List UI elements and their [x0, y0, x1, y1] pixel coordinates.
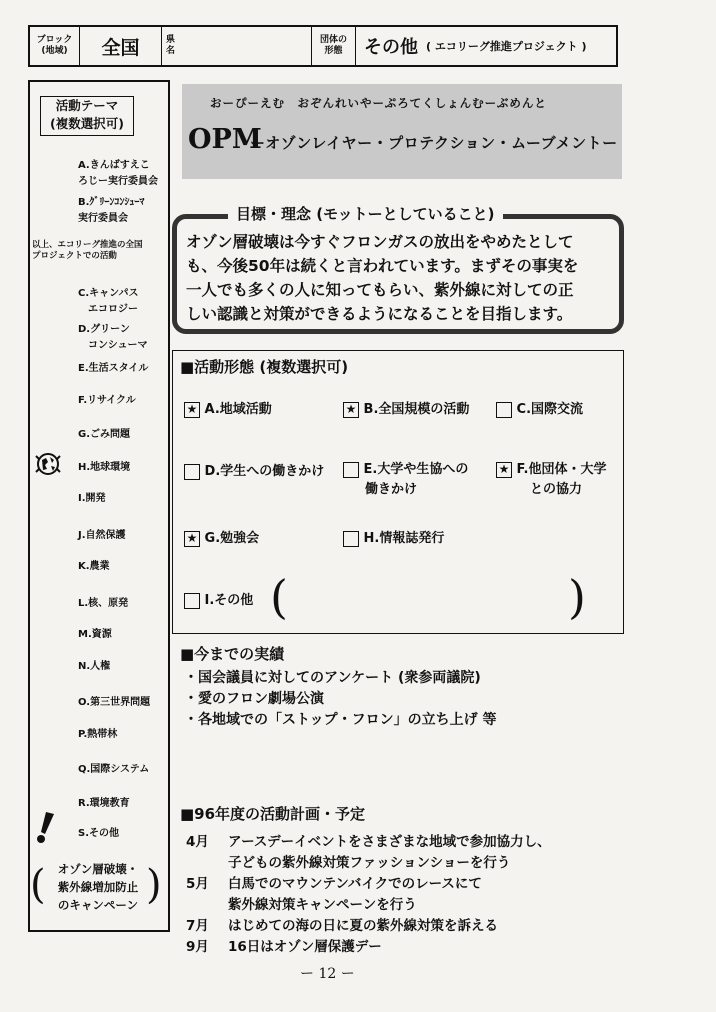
sidebar-item-o: O.第三世界問題 [78, 697, 151, 708]
block-label-line2: (地域) [41, 46, 68, 56]
option-i-checkbox[interactable] [184, 593, 200, 609]
plan-row-apr [186, 832, 551, 853]
plan-month: 4月 [186, 834, 209, 850]
sidebar-item-l: L.核、原発 [78, 598, 129, 609]
type-label-line2: 形態 [324, 46, 343, 56]
type-label [312, 27, 356, 65]
option-f-label-line2: との協力 [530, 482, 583, 497]
plan-heading: ■96年度の活動計画・予定 [180, 805, 366, 823]
other-paren-open: ( [270, 570, 288, 624]
type-label-line1: 団体の [319, 35, 347, 45]
option-e[interactable] [343, 460, 468, 500]
option-d-checkbox[interactable] [184, 464, 200, 480]
exclamation-icon [32, 810, 60, 844]
goal-title: 目標・理念 (モットーとしていること) [228, 203, 503, 224]
opm-reading: おーぴーえむ おぞんれいやーぷろてくしょんむーぶめんと [210, 96, 547, 110]
plan-row-may-cont: 紫外線対策キャンペーンを行う [228, 897, 417, 913]
sidebar-item-c-line1: C.キャンパス [78, 288, 139, 299]
achievement-item: ・各地域での「ストップ・フロン」の立ち上げ 等 [184, 712, 497, 728]
plan-month: 7月 [186, 918, 209, 934]
option-d-label: D.学生への働きかけ [204, 464, 325, 479]
goal-text [186, 230, 614, 326]
option-h-checkbox[interactable] [343, 531, 359, 547]
sidebar-item-b-line2: 実行委員会 [78, 213, 128, 224]
option-b-label: B.全国規模の活動 [363, 402, 470, 417]
sidebar-item-k: K.農業 [78, 561, 110, 572]
sidebar-item-a-line2: ろじー実行委員会 [78, 176, 158, 187]
sidebar-item-g: G.ごみ問題 [78, 429, 131, 440]
block-label-line1: ブロック [36, 35, 73, 45]
plan-row-sep [186, 937, 551, 958]
plan-row-apr-cont: 子どもの紫外線対策ファッションショーを行う [228, 855, 511, 871]
sidebar-item-p: P.熱帯林 [78, 729, 118, 740]
goal-line-2: も、今後50年は続くと言われています。まずその事実を [186, 257, 579, 275]
goal-line-1: オゾン層破壊は今すぐフロンガスの放出をやめたとして [186, 233, 574, 251]
option-g-label: G.勉強会 [204, 531, 260, 546]
achievement-item: ・国会議員に対してのアンケート (衆参両議院) [184, 670, 481, 686]
opm-acronym: OPM [188, 124, 262, 155]
header-table [28, 25, 618, 67]
type-value-cell [356, 27, 616, 65]
theme-subheading: (複数選択可) [50, 116, 124, 131]
option-c[interactable] [496, 398, 583, 418]
plan-month: 5月 [186, 876, 209, 892]
sidebar-item-j: J.自然保護 [78, 530, 126, 541]
achievements-list [184, 668, 496, 731]
option-d[interactable] [184, 460, 324, 480]
sidebar-item-i: I.開発 [78, 493, 106, 504]
sidebar-item-q: Q.国際システム [78, 764, 150, 775]
type-value: その他 [364, 37, 418, 58]
sidebar-item-a-line1: A.きんばすえこ [78, 160, 150, 171]
option-h[interactable] [343, 527, 444, 547]
sidebar-note [32, 240, 143, 262]
goal-line-3: 一人でも多くの人に知ってもらい、紫外線に対しての正 [186, 281, 574, 299]
type-note: ( エコリーグ推進プロジェクト ) [426, 40, 587, 53]
sidebar-item-b-line1: B.ｸﾞﾘｰﾝｺﾝｼｭｰﾏ [78, 197, 145, 208]
plan-list [186, 832, 551, 958]
option-e-checkbox[interactable] [343, 462, 359, 478]
achievement-item: ・愛のフロン劇場公演 [184, 691, 324, 707]
achievements-heading: ■今までの実績 [180, 645, 285, 663]
option-f-checkbox[interactable]: ★ [496, 462, 512, 478]
earth-icon [34, 451, 62, 477]
theme-heading-box [40, 96, 134, 136]
option-e-label-line1: E.大学や生協への [363, 462, 469, 477]
option-c-checkbox[interactable] [496, 402, 512, 418]
pref-label [162, 27, 312, 65]
page-number: ー 12 ー [300, 966, 355, 982]
sidebar-item-n: N.人権 [78, 661, 111, 672]
campaign-note [30, 856, 164, 926]
sidebar-note-line2: プロジェクトでの活動 [32, 251, 117, 261]
sidebar-item-d-line2: コンシューマ [88, 340, 148, 351]
campaign-line3: のキャンペーン [57, 898, 139, 912]
option-b[interactable] [343, 398, 469, 418]
option-b-checkbox[interactable]: ★ [343, 402, 359, 418]
sidebar-item-s: S.その他 [78, 828, 120, 839]
option-g[interactable] [184, 527, 259, 547]
sidebar-item-e: E.生活スタイル [78, 363, 149, 374]
plan-month: 9月 [186, 939, 209, 955]
option-a[interactable] [184, 398, 272, 418]
campaign-line1: オゾン層破壊・ [57, 862, 139, 876]
plan-text: 16日はオゾン層保護デー [228, 939, 382, 955]
sidebar-item-h: H.地球環境 [78, 462, 131, 473]
sidebar-note-line1: 以上、エコリーグ推進の全国 [32, 240, 143, 250]
option-i[interactable] [184, 589, 253, 609]
plan-text: アースデーイベントをさまざまな地域で参加協力し、 [228, 834, 551, 850]
option-i-label: I.その他 [204, 593, 254, 608]
plan-row-jul [186, 916, 551, 937]
block-value: 全国 [80, 27, 162, 65]
theme-heading: 活動テーマ [55, 98, 119, 113]
goal-line-4: しい認識と対策ができるようになることを目指します。 [186, 305, 573, 323]
option-e-label-line2: 働きかけ [365, 482, 418, 497]
campaign-line2: 紫外線増加防止 [57, 880, 139, 894]
option-h-label: H.情報誌発行 [363, 531, 445, 546]
option-a-checkbox[interactable]: ★ [184, 402, 200, 418]
other-paren-close: ) [568, 570, 586, 624]
option-a-label: A.地域活動 [204, 402, 272, 417]
sidebar-item-r: R.環境教育 [78, 798, 130, 809]
option-f[interactable] [496, 460, 606, 500]
sidebar-item-c-line2: エコロジー [88, 304, 138, 315]
plan-text: はじめての海の日に夏の紫外線対策を訴える [228, 918, 498, 934]
campaign-paren-open: ( [30, 862, 46, 908]
plan-row-may [186, 874, 551, 895]
sidebar-item-m: M.資源 [78, 629, 112, 640]
plan-text: 白馬でのマウンテンバイクでのレースにて [228, 876, 482, 892]
opm-full-name: ーオゾンレイヤー・プロテクション・ムーブメントー [250, 134, 618, 152]
sidebar-item-f: F.リサイクル [78, 395, 136, 406]
campaign-paren-close: ) [146, 862, 162, 908]
sidebar-item-d-line1: D.グリーン [78, 324, 130, 335]
option-c-label: C.国際交流 [516, 402, 584, 417]
option-f-label-line1: F.他団体・大学 [516, 462, 607, 477]
block-label [30, 27, 80, 65]
pref-label-line2: 名 [166, 46, 176, 56]
pref-label-line1: 県 [166, 35, 176, 45]
activity-heading: ■活動形態 (複数選択可) [180, 358, 349, 376]
option-g-checkbox[interactable]: ★ [184, 531, 200, 547]
